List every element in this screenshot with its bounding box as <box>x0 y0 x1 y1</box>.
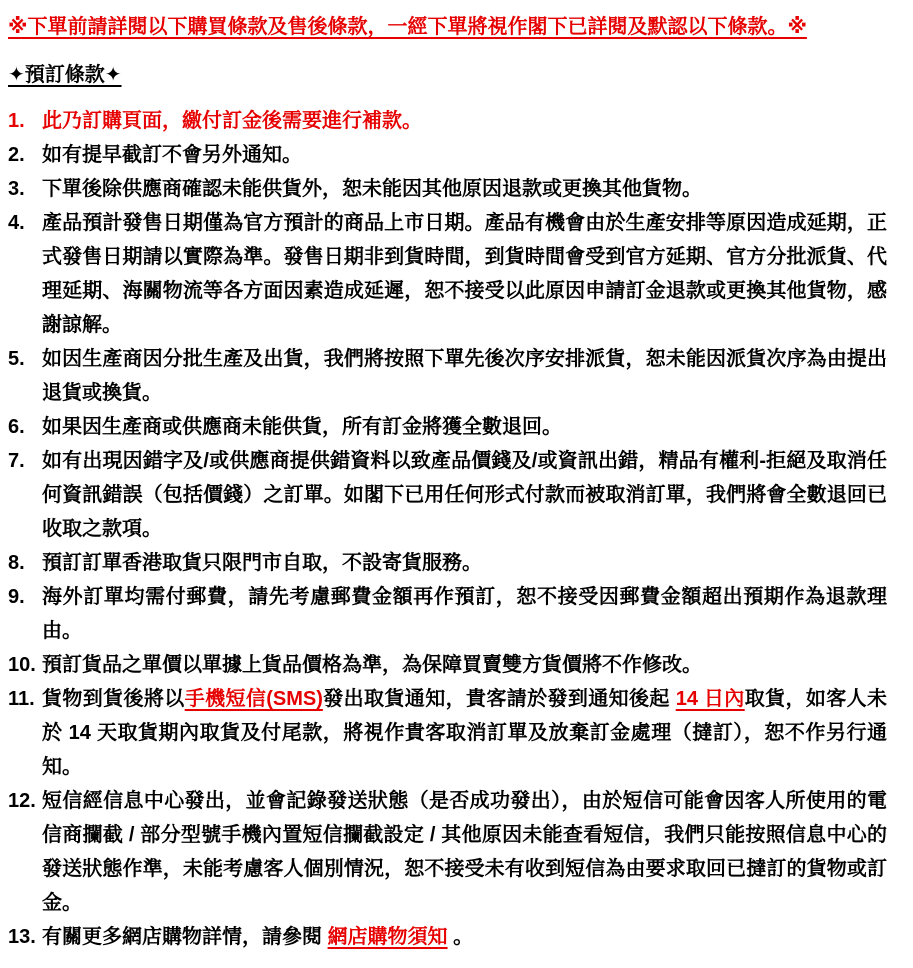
term-number: 3. <box>8 178 25 200</box>
term-item-11 <box>8 682 887 784</box>
term-text <box>42 104 887 138</box>
terms-warning-header: ※下單前請詳閱以下購買條款及售後條款，一經下單將視作閣下已詳閱及默認以下條款。※ <box>8 16 807 38</box>
term-11-segment-5: 取貨，如客人未於 14 天取貨期內取貨及付尾款，將視作貴客取消訂單及放棄訂金處理（撻訂），恕不作另行通知。 <box>42 688 887 778</box>
term-text <box>42 342 887 410</box>
term-number: 7. <box>8 450 25 472</box>
term-11-segment-3: 發出取貨通知，貴客請於發到通知後起 <box>322 688 676 710</box>
term-text <box>42 648 887 682</box>
term-number: 5. <box>8 348 25 370</box>
term-11-segment-2: 手機短信(SMS) <box>184 688 323 710</box>
term-13-segment-1: 有關更多網店購物詳情，請參閱 <box>42 926 328 948</box>
term-item-7 <box>8 444 887 546</box>
term-6-segment-1: 如果因生產商或供應商未能供貨，所有訂金將獲全數退回。 <box>42 416 562 438</box>
term-item-13 <box>8 920 887 954</box>
term-11-segment-1: 貨物到貨後將以 <box>42 688 185 710</box>
term-11-segment-4: 14 日內 <box>675 688 745 710</box>
term-text <box>42 410 887 444</box>
term-number: 1. <box>8 110 25 132</box>
term-text <box>42 138 887 172</box>
term-10-segment-1: 預訂貨品之單價以單據上貨品價格為準，為保障買賣雙方貨價將不作修改。 <box>42 654 702 676</box>
term-7-segment-1: 如有出現因錯字及/或供應商提供錯資料以致產品價錢及/或資訊出錯，精品有權利-拒絕及取消任何資訊錯誤（包括價錢）之訂單。如閣下已用任何形式付款而被取消訂單，我們將會全數退回已收取之款項。 <box>42 450 887 540</box>
term-2-segment-1: 如有提早截訂不會另外通知。 <box>42 144 302 166</box>
term-item-9 <box>8 580 887 648</box>
term-item-8 <box>8 546 887 580</box>
term-text <box>42 682 887 784</box>
term-item-12 <box>8 784 887 920</box>
term-item-3 <box>8 172 887 206</box>
preorder-terms-title: ✦預訂條款✦ <box>8 64 122 86</box>
term-1-segment-1: 此乃訂購頁面，繳付訂金後需要進行補款。 <box>42 110 422 132</box>
term-13-segment-3: 。 <box>447 926 474 948</box>
term-item-2 <box>8 138 887 172</box>
section-title-row <box>8 58 887 92</box>
term-3-segment-1: 下單後除供應商確認未能供貨外，恕未能因其他原因退款或更換其他貨物。 <box>42 178 702 200</box>
term-4-segment-1: 產品預計發售日期僅為官方預計的商品上市日期。產品有機會由於生產安排等原因造成延期，正式發售日期請以實際為準。發售日期非到貨時間，到貨時間會受到官方延期、官方分批派貨、代理延期、海關物流等各方面因素造成延遲，恕不接受以此原因申請訂金退款或更換其他貨物，感謝諒解。 <box>42 212 887 336</box>
term-text <box>42 920 887 954</box>
term-5-segment-1: 如因生產商因分批生產及出貨，我們將按照下單先後次序安排派貨，恕未能因派貨次序為由提出退貨或換貨。 <box>42 348 887 404</box>
term-item-1 <box>8 104 887 138</box>
term-text <box>42 206 887 342</box>
term-12-segment-1: 短信經信息中心發出，並會記錄發送狀態（是否成功發出），由於短信可能會因客人所使用的電信商攔截 / 部分型號手機內置短信攔截設定 / 其他原因未能查看短信，我們只能按照信息中心的發送狀態作準，未能考慮客人個別情況，恕不接受未有收到短信為由要求取回已撻訂的貨物或訂金。 <box>42 790 887 914</box>
term-item-6 <box>8 410 887 444</box>
term-number: 9. <box>8 586 25 608</box>
term-text <box>42 444 887 546</box>
term-9-segment-1: 海外訂單均需付郵費，請先考慮郵費金額再作預訂，恕不接受因郵費金額超出預期作為退款理由。 <box>42 586 887 642</box>
term-item-10 <box>8 648 887 682</box>
terms-list <box>8 104 887 954</box>
term-text <box>42 172 887 206</box>
term-number: 12. <box>8 790 36 812</box>
term-number: 6. <box>8 416 25 438</box>
term-8-segment-1: 預訂訂單香港取貨只限門市自取，不設寄貨服務。 <box>42 552 482 574</box>
term-text <box>42 580 887 648</box>
term-number: 11. <box>8 688 35 710</box>
term-item-4 <box>8 206 887 342</box>
term-text <box>42 546 887 580</box>
term-number: 13. <box>8 926 36 948</box>
term-item-5 <box>8 342 887 410</box>
term-text <box>42 784 887 920</box>
term-number: 4. <box>8 212 25 234</box>
term-number: 8. <box>8 552 25 574</box>
shop-guide-link[interactable]: 網店購物須知 <box>327 926 448 948</box>
term-number: 2. <box>8 144 25 166</box>
term-number: 10. <box>8 654 36 676</box>
